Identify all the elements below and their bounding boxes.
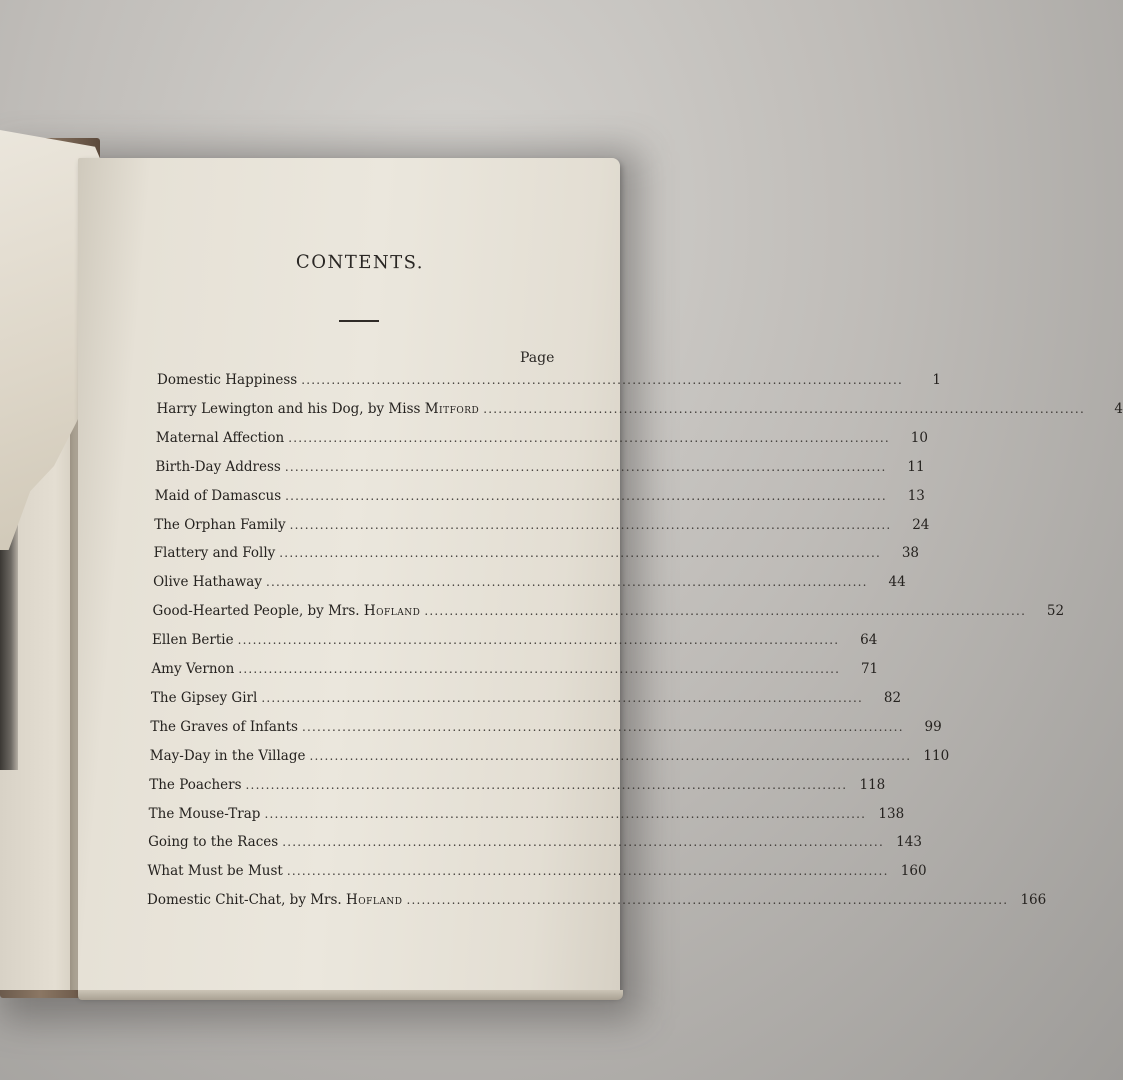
toc-entry-page: 160 [900,863,927,880]
toc-entry-title: Domestic Happiness [157,372,298,388]
toc-entry-title: Good-Hearted People, by Mrs. Hofland [152,603,421,620]
toc-entry-title: The Gipsey Girl [150,689,258,706]
toc-entry-title: Maternal Affection [155,429,285,446]
toc-entry [150,689,902,706]
toc-entry-page: 24 [912,516,930,533]
toc-leader-dots: ........................................................................................................................ [309,748,912,763]
toc-entry-page: 71 [860,661,879,677]
toc-entry [153,574,906,591]
toc-entry [151,661,879,677]
toc-leader-dots: ........................................................................................................................ [261,690,864,705]
toc-entry [148,805,905,822]
toc-entry-title: Maid of Damascus [154,487,282,504]
toc-leader-dots: ........................................................................................................................ [301,719,904,734]
toc-entry-author: Hofland [363,603,421,620]
toc-entry [150,718,942,735]
toc-entry [155,458,925,475]
toc-entry [156,400,1123,417]
toc-entry-title: Birth-Day Address [155,458,281,475]
toc-leader-dots: ........................................................................................................................ [279,546,882,561]
toc-entry-page: 13 [907,487,925,504]
toc-entry [154,516,930,533]
toc-leader-dots: ........................................................................................................................ [483,401,1085,416]
toc-leader-dots: ........................................................................................................................ [245,777,848,792]
toc-entry [148,834,922,851]
toc-entry [155,429,928,446]
toc-entry-title: Going to the Races [148,834,279,851]
toc-entry-page: 64 [860,632,878,649]
toc-entry [149,747,950,764]
toc-entry-page: 82 [883,689,902,706]
page-edge [78,990,623,1000]
toc-leader-dots: ........................................................................................................................ [406,893,1009,908]
toc-leader-dots: ........................................................................................................................ [285,488,887,503]
toc-entry-title: Domestic Chit-Chat, by Mrs. Hofland [147,892,403,909]
toc-leader-dots: ........................................................................................................................ [288,430,890,445]
toc-leader-dots: ........................................................................................................................ [286,864,889,879]
toc-entry-author: Mitford [424,400,480,417]
toc-entry [147,863,927,880]
toc-entry-title: Olive Hathaway [153,574,262,591]
toc-entry-title: Flattery and Folly [153,545,276,562]
toc-entry-page: 143 [896,834,922,851]
toc-entry-page: 11 [907,458,925,475]
toc-entry-title: The Poachers [149,776,242,793]
toc-entry-page: 138 [878,805,905,822]
toc-entry-page: 118 [859,776,886,793]
toc-entry-title: Ellen Bertie [152,632,234,649]
toc-leader-dots: ........................................................................................................................ [265,575,868,590]
toc-entry [154,487,925,504]
toc-entry-title: The Orphan Family [154,516,286,533]
toc-entry-title: Harry Lewington and his Dog, by Miss Mitford [156,400,480,417]
toc-entry-page: 1 [932,372,941,388]
toc-leader-dots: ........................................................................................................................ [284,459,887,474]
toc-entry-title: The Graves of Infants [150,718,298,735]
toc-entry-page: 166 [1020,892,1047,909]
toc-entry [157,372,941,388]
heading-rule [339,320,379,322]
toc-entry-title: Amy Vernon [151,661,235,677]
toc-entry [147,892,1047,909]
toc-entry-title: May-Day in the Village [149,747,306,764]
toc-leader-dots: ........................................................................................................................ [237,633,840,648]
toc-entry-page: 10 [910,429,928,446]
toc-entry-page: 38 [901,545,920,562]
toc-leader-dots: ........................................................................................................................ [424,604,1027,619]
toc-entry-page: 52 [1046,603,1065,620]
toc-entry [152,632,878,649]
toc-entry-title: What Must be Must [147,863,283,880]
contents-heading: CONTENTS. [295,251,425,274]
toc-leader-dots: ........................................................................................................................ [238,662,841,676]
toc-entry [153,545,920,562]
toc-entry-page: 4 [1114,400,1123,417]
toc-entry-page: 44 [888,574,906,591]
toc-leader-dots: ........................................................................................................................ [264,806,867,821]
toc-leader-dots: ........................................................................................................................ [301,373,903,387]
toc-entry-page: 110 [923,747,950,764]
toc-entry-page: 99 [924,718,942,735]
toc-entry-title: The Mouse-Trap [148,805,261,822]
toc-entry-author: Hofland [346,892,403,909]
toc-entry [149,776,886,793]
toc-entry [152,603,1065,620]
toc-leader-dots: ........................................................................................................................ [289,517,892,532]
toc-leader-dots: ........................................................................................................................ [282,835,884,850]
page-column-label: Page [520,350,555,366]
